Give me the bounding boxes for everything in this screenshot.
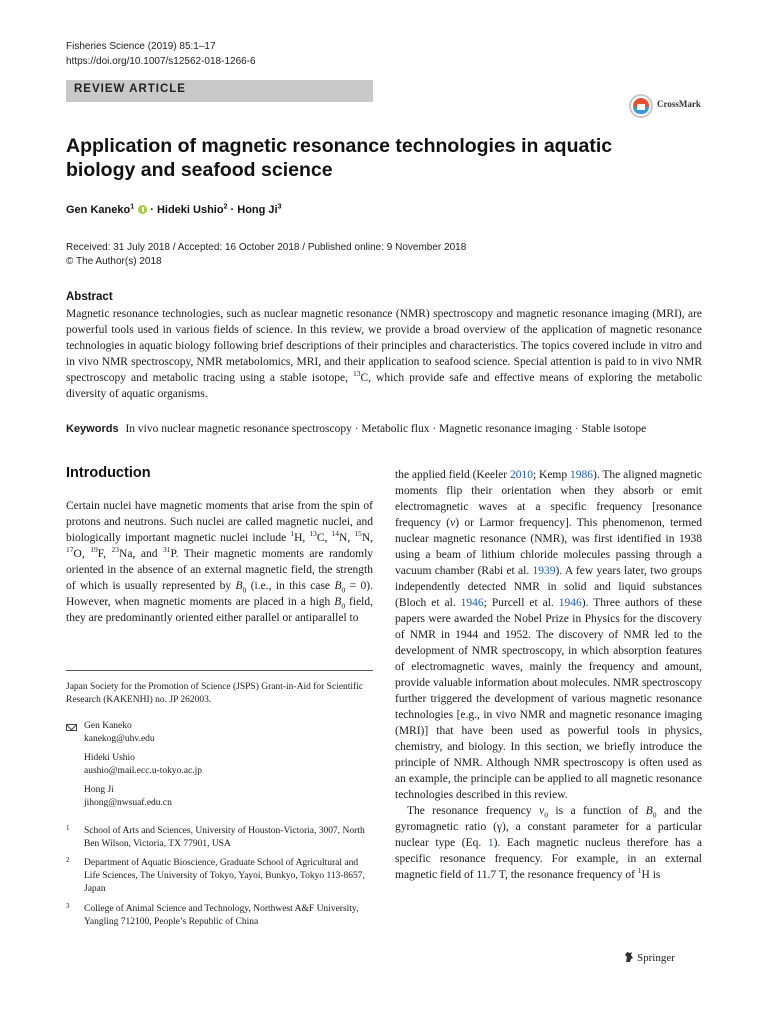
copyright-line: © The Author(s) 2018: [66, 256, 162, 267]
crossmark-label: CrossMark: [657, 99, 701, 109]
contact-entry: [84, 752, 373, 778]
affiliation-text: School of Arts and Sciences, University of Houston-Victoria, 3007, North Ben Wilson, Victoria, TX 77901, USA: [84, 826, 365, 849]
springer-horse-icon: [624, 951, 634, 963]
publisher-name: Springer: [637, 952, 675, 964]
affiliation-text: College of Animal Science and Technology, Northwest A&F University, Yangling 712100, People’s Republic of China: [84, 904, 359, 927]
article-type-label: REVIEW ARTICLE: [74, 83, 186, 95]
author-list: [66, 204, 282, 216]
affiliation-number: 2: [66, 856, 70, 864]
introduction-paragraph: Certain nuclei have magnetic moments that arise from the spin of protons and neutrons. Such nuclei are called magnetic nuclei, and biologically important magnetic nuclei include $^1$H, $^{13}$C, $^{14}$N, $^{15}$N, $^{17}$O, $^{19}$F, $^{23}$Na, and $^{31}$P. Their magnetic moments are randomly oriented in the absence of an external magnetic field, the strength of which is usually represented by $B_0$ (i.e., in this case $B_0 = 0$). However, when magnetic moments are placed in a high $B_0$ field, they are predominantly oriented either parallel or antiparallel to: [66, 500, 374, 624]
orcid-icon[interactable]: [138, 205, 147, 214]
journal-citation: [66, 39, 256, 69]
affiliation-entry: [66, 825, 373, 851]
equation-link[interactable]: 1: [487, 837, 494, 849]
affiliation-marker: 2: [223, 203, 228, 211]
affiliation-number: 3: [66, 902, 70, 910]
citation-link[interactable]: 1986: [570, 469, 594, 481]
crossmark-icon: [629, 94, 653, 118]
footnote-divider: [66, 670, 373, 671]
doi-link[interactable]: https://doi.org/10.1007/s12562-018-1266-6: [66, 56, 256, 67]
citation-link[interactable]: 2010: [509, 469, 533, 481]
body-paragraph: The resonance frequency $\nu_0$ is a function of $B_0$ and the gyromagnetic ratio (γ), a constant parameter for a particular nuclear type (Eq. 1). Each magnetic nucleus therefore has a specific resonance frequency. For example, in an external magnetic field of 11.7 T, the resonance frequency of $^1$H is: [395, 805, 703, 881]
contact-email[interactable]: kanekog@uhv.edu: [84, 734, 155, 744]
author-name[interactable]: Gen Kaneko: [66, 204, 131, 216]
affiliation-text: Department of Aquatic Bioscience, Graduate School of Agricultural and Life Sciences, The University of Tokyo, Yayoi, Bunkyo, Tokyo 113-8657, Japan: [84, 858, 365, 894]
contact-name: Hideki Ushio: [84, 753, 135, 763]
introduction-heading: Introduction: [66, 465, 151, 481]
affiliation-entry: [66, 857, 373, 896]
author-separator: ·: [227, 204, 238, 216]
contact-name: Hong Ji: [84, 785, 114, 795]
contact-email[interactable]: jihong@nwsuaf.edu.cn: [84, 798, 172, 808]
article-type-banner: [66, 80, 373, 102]
corresponding-contacts: [66, 720, 373, 816]
article-title: Application of magnetic resonance technologies in aquatic biology and seafood science: [66, 135, 613, 181]
publisher-logo: [624, 951, 675, 964]
author-separator: ·: [147, 204, 157, 216]
affiliation-number: 1: [66, 824, 70, 832]
citation-link[interactable]: 1946: [558, 597, 582, 609]
keywords-label: Keywords: [66, 423, 119, 435]
keywords: [66, 421, 706, 437]
citation-link[interactable]: 1946: [460, 597, 484, 609]
journal-line: Fisheries Science (2019) 85:1–17: [66, 41, 216, 52]
citation-link[interactable]: 1939: [532, 565, 556, 577]
contact-name: Gen Kaneko: [84, 721, 132, 731]
funding-note: Japan Society for the Promotion of Science (JSPS) Grant-in-Aid for Scientific Research (KAKENHI) no. JP 262003.: [66, 682, 364, 705]
left-column: [66, 465, 373, 626]
author-name[interactable]: Hong Ji: [237, 204, 278, 216]
contact-entry: [84, 784, 373, 810]
publication-dates: [66, 241, 466, 269]
body-paragraph: the applied field (Keeler 2010; Kemp 1986). The aligned magnetic moments flip their orientation when they absorb or emit electromagnetic waves at a specific frequency [resonance frequency (ν) or Larmor frequency]. This phenomenon, termed nuclear magnetic resonance (NMR), was first identified in 1938 using a beam of lithium chloride molecules passing through a vacuum chamber (Rabi et al. 1939). A few years later, two groups independently detected NMR in solid and liquid substances (Bloch et al. 1946; Purcell et al. 1946). Three authors of these papers were awarded the Nobel Prize in Physics for the discovery of NMR in 1944 and 1952. The discovery of NMR led to the development of NMR spectroscopy, in which absorption features of electromagnetic waves, mainly the frequency and amount, provide valuable information about molecules. NMR spectroscopy further triggered the development of various magnetic resonance technologies [e.g., in vivo NMR and magnetic resonance imaging (MRI)] that have been used as powerful tools in physics, chemistry, and biology. In this section, we briefly introduce the principle of NMR. Although NMR spectroscopy is often used as an example, the principle can be applied to all magnetic resonance technologies described in this review.: [395, 469, 703, 801]
envelope-icon: [66, 724, 77, 731]
keywords-text: In vivo nuclear magnetic resonance spectroscopy · Metabolic flux · Magnetic resonance imaging · Stable isotope: [125, 423, 647, 435]
abstract-text: Magnetic resonance technologies, such as nuclear magnetic resonance (NMR) spectroscopy and magnetic resonance imaging (MRI), are powerful tools used in various fields of science. In this review, we provide a broad overview of the application of magnetic resonance technologies in aquatic biology following brief descriptions of their principles and characteristics. The topics covered include in vitro and in vivo NMR spectroscopy, NMR metabolomics, MRI, and their application to seafood science. Special attention is paid to in vivo NMR spectroscopy and metabolic tracing using a stable isotope, $^{13}$C, which provide safe and effective means of exploring the metabolic diversity of aquatic organisms.: [66, 308, 702, 400]
history-line: Received: 31 July 2018 / Accepted: 16 October 2018 / Published online: 9 November 2018: [66, 242, 467, 253]
contact-email[interactable]: aushio@mail.ecc.u-tokyo.ac.jp: [84, 766, 202, 776]
contact-entry: [84, 720, 373, 746]
affiliation-marker: 3: [277, 203, 282, 211]
author-name[interactable]: Hideki Ushio: [156, 204, 224, 216]
right-column: [395, 467, 702, 883]
affiliation-entry: [66, 903, 373, 929]
crossmark-badge[interactable]: [629, 94, 709, 120]
abstract-heading: Abstract: [66, 291, 113, 303]
affiliation-marker: 1: [130, 203, 135, 211]
